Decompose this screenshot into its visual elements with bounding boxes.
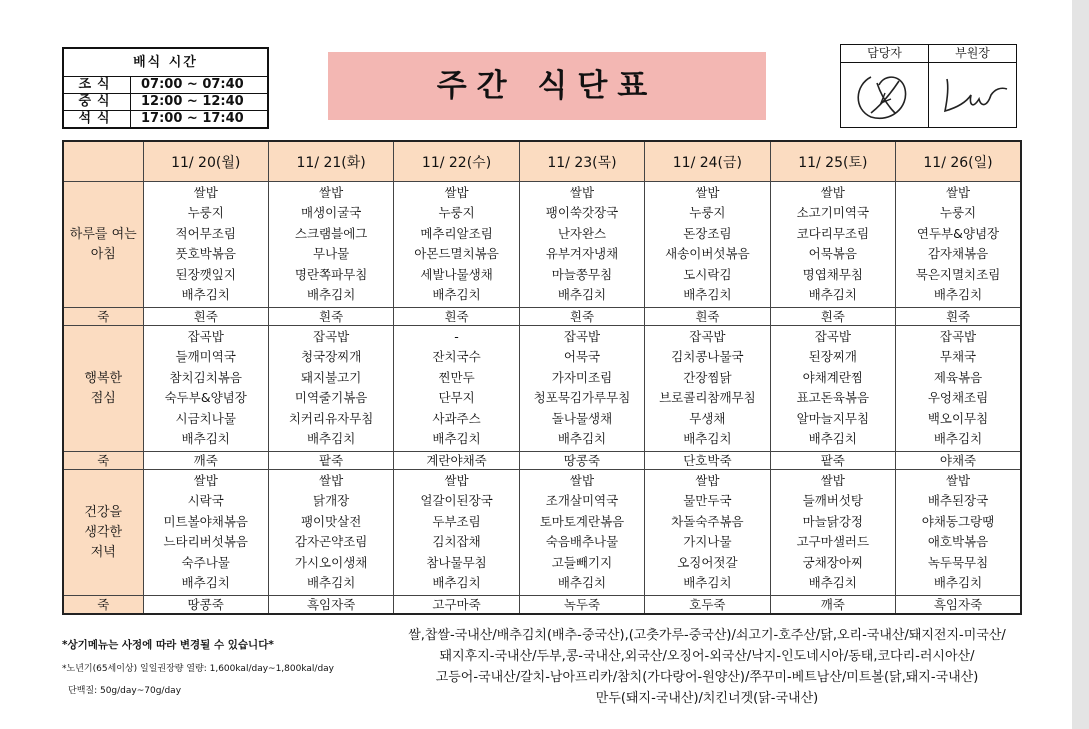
porridge-cell: 단호박죽 (645, 452, 770, 470)
porridge-cell: 땅콩죽 (143, 596, 268, 615)
menu-item: 명엽채무침 (802, 266, 864, 282)
menu-item: 감자곤약조림 (294, 534, 368, 550)
menu-item: 우엉채조림 (927, 390, 989, 406)
menu-item: 마늘쫑무침 (551, 266, 613, 282)
change-notice: *상기메뉴는 사정에 따라 변경될 수 있습니다* (62, 639, 274, 651)
menu-item: 고들빼기지 (551, 554, 613, 570)
menu-item: 백오이무침 (927, 410, 989, 426)
menu-item: 배추김치 (306, 575, 356, 591)
menu-item: 잔치국수 (432, 349, 481, 365)
menu-item: 찐만두 (438, 369, 475, 385)
menu-item: 배추김치 (432, 431, 481, 447)
menu-item: 쌀밥 (193, 185, 218, 200)
menu-cell (268, 326, 393, 452)
menu-item: 미역줄기볶음 (294, 390, 368, 406)
approval-vice-director-label: 부원장 (929, 45, 1016, 63)
menu-item: 간장찜닭 (683, 369, 732, 385)
menu-item: 시락국 (187, 493, 224, 509)
menu-item: 쌀밥 (569, 185, 595, 200)
menu-item: 누룽지 (939, 205, 977, 221)
meal-time-name: 석식 (64, 111, 131, 127)
origin-line: 만두(돼지-국내산)/치킨너겟(닭-국내산) (595, 691, 819, 706)
menu-item: 들깨미역국 (175, 349, 236, 365)
menu-item: 숙음배추나물 (545, 534, 619, 550)
menu-item: 팽이쑥갓장국 (545, 205, 619, 221)
menu-item: 배추김치 (683, 575, 732, 591)
menu-item: 쌀밥 (319, 473, 344, 488)
menu-item: 배추김치 (557, 287, 607, 303)
energy-note: *노년기(65세이상) 일일권장량 열량: 1,600kal/day~1,800kal/day (62, 664, 334, 674)
menu-item: 배추김치 (683, 287, 732, 303)
menu-item: 고구마샐러드 (796, 534, 870, 550)
meal-time-value: 07:00 ~ 07:40 (141, 77, 244, 92)
porridge-cell: 흰죽 (268, 308, 393, 326)
meal-label-line: 점심 (90, 390, 116, 406)
menu-item: 쌀밥 (695, 473, 720, 488)
menu-item: 쌀밥 (820, 185, 845, 200)
menu-item: 사과주스 (432, 410, 481, 426)
menu-cell (519, 182, 644, 308)
menu-cell (143, 470, 268, 596)
menu-cell (770, 182, 895, 308)
menu-item: 새송이버섯볶음 (665, 246, 750, 262)
corner-cell (63, 141, 143, 182)
meal-time-row (64, 93, 267, 110)
menu-cell (268, 470, 393, 596)
menu-item: 잡곡밥 (563, 329, 601, 344)
menu-cell (770, 326, 895, 452)
porridge-cell: 야채죽 (896, 452, 1021, 470)
menu-item: 브로콜리참깨무침 (659, 390, 756, 406)
approval-manager (841, 45, 928, 127)
menu-item: 매생이굴국 (300, 205, 362, 221)
menu-item: 소고기미역국 (796, 205, 870, 221)
menu-item: 단무지 (438, 390, 475, 406)
menu-item: 느타리버섯볶음 (163, 534, 248, 550)
origin-line: 고등어-국내산/갈치-남아프리카/참치(가다랑어-원양산)/쭈꾸미-베트남산/미트볼(닭,돼지-국내산) (435, 670, 979, 685)
menu-item: 누룽지 (438, 205, 475, 221)
menu-item: 무생채 (689, 410, 726, 426)
menu-item: 코다리무조림 (796, 225, 870, 241)
porridge-row (63, 596, 1021, 615)
menu-item: 조개살미역국 (545, 493, 619, 509)
menu-cell (519, 470, 644, 596)
menu-item: 오징어젓갈 (677, 554, 738, 570)
menu-item: 무나물 (313, 246, 350, 262)
porridge-cell: 흰죽 (896, 308, 1021, 326)
menu-cell (645, 182, 770, 308)
meal-time-row (64, 77, 267, 93)
menu-item: 참나물무침 (426, 554, 487, 570)
menu-item: 스크램블에그 (294, 225, 368, 241)
menu-item: 잡곡밥 (689, 329, 726, 344)
menu-item: 배추김치 (181, 287, 230, 303)
menu-item: 야채동그랑땡 (921, 513, 995, 529)
menu-item: 적어무조림 (175, 225, 236, 241)
menu-item: 잡곡밥 (187, 329, 224, 344)
meal-label (63, 470, 143, 596)
menu-item: 어묵볶음 (808, 246, 857, 262)
menu-cell (143, 326, 268, 452)
day-header: 11/ 24(금) (645, 141, 770, 182)
weekly-menu-table (62, 140, 1022, 615)
menu-item: 배추김치 (181, 431, 230, 447)
meal-time-row (64, 110, 267, 127)
menu-item: 청포묵김가루무침 (533, 390, 631, 406)
menu-item: 쌀밥 (444, 473, 469, 488)
porridge-cell: 흰죽 (394, 308, 519, 326)
menu-item: 가시오이생채 (294, 554, 368, 570)
page-title: 주간 식단표 (436, 68, 658, 104)
approval-box (840, 44, 1017, 128)
menu-item: 배추김치 (933, 287, 983, 303)
menu-item: 배추김치 (933, 575, 983, 591)
porridge-cell: 계란야채죽 (394, 452, 519, 470)
menu-cell (645, 326, 770, 452)
menu-item: 김치콩나물국 (671, 349, 744, 365)
porridge-label: 죽 (63, 452, 143, 470)
menu-item: 아몬드멸치볶음 (414, 246, 499, 262)
day-header: 11/ 20(월) (143, 141, 268, 182)
porridge-row (63, 452, 1021, 470)
porridge-cell: 흰죽 (519, 308, 644, 326)
meal-time-value: 17:00 ~ 17:40 (141, 111, 244, 126)
meal-label-line: 하루를 여는 (69, 226, 137, 242)
menu-item: 배추김치 (432, 575, 481, 591)
porridge-cell: 흰죽 (770, 308, 895, 326)
menu-item: 배추김치 (306, 431, 356, 447)
meal-time-name: 중식 (64, 94, 131, 110)
porridge-cell: 팥죽 (268, 452, 393, 470)
menu-item: 가자미조림 (551, 369, 613, 385)
menu-cell (394, 182, 519, 308)
meal-label-line: 저녁 (90, 544, 116, 560)
meal-time-table (62, 47, 269, 129)
menu-item: 돼지불고기 (300, 369, 362, 385)
menu-item: 궁채장아찌 (802, 554, 864, 570)
menu-item: 배추김치 (181, 575, 230, 591)
day-header: 11/ 23(목) (519, 141, 644, 182)
menu-item: 배추김치 (557, 575, 607, 591)
menu-item: 표고돈육볶음 (796, 390, 870, 406)
menu-item: 누룽지 (689, 205, 726, 221)
porridge-cell: 깨죽 (143, 452, 268, 470)
menu-item: 쌀밥 (569, 473, 595, 488)
meal-label-line: 아침 (90, 246, 116, 262)
menu-item: 녹두묵무침 (927, 554, 989, 570)
porridge-cell: 땅콩죽 (519, 452, 644, 470)
menu-item: 차돌숙주볶음 (671, 513, 744, 529)
menu-item: 도시락김 (683, 266, 732, 282)
menu-item: 마늘닭강정 (802, 513, 864, 529)
menu-item: 메추리알조림 (420, 225, 493, 241)
menu-item: 잡곡밥 (814, 329, 851, 344)
meal-time-name: 조식 (64, 77, 131, 93)
menu-item: 잡곡밥 (939, 329, 977, 344)
meal-label (63, 182, 143, 308)
porridge-label: 죽 (63, 308, 143, 326)
porridge-cell: 흑임자죽 (268, 596, 393, 615)
origin-line: 돼지후지-국내산/두부,콩-국내산,외국산/오징어-외국산/낙지-인도네시아/동태,코다리-러시아산/ (439, 649, 975, 664)
menu-item: 명란쪽파무침 (294, 266, 368, 282)
menu-cell (143, 182, 268, 308)
porridge-cell: 흰죽 (143, 308, 268, 326)
menu-item: 쌀밥 (193, 473, 218, 488)
meal-label-line: 건강을 (84, 504, 123, 520)
approval-manager-label: 담당자 (841, 45, 928, 63)
menu-item: 어묵국 (563, 349, 601, 365)
menu-item: 쌀밥 (820, 473, 845, 488)
meal-row (63, 326, 1021, 452)
menu-item: 들깨버섯탕 (802, 493, 864, 509)
meal-label-line: 생각한 (84, 524, 123, 540)
porridge-cell: 흰죽 (645, 308, 770, 326)
menu-item: 미트볼야채볶음 (163, 513, 248, 529)
menu-item: 청국장찌개 (300, 349, 362, 365)
menu-item: 얼갈이된장국 (420, 493, 493, 509)
meal-time-value: 12:00 ~ 12:40 (141, 94, 244, 109)
menu-cell (896, 470, 1021, 596)
porridge-label: 죽 (63, 596, 143, 615)
menu-item: 쌀밥 (695, 185, 720, 200)
meal-label (63, 326, 143, 452)
menu-item: 배추김치 (683, 431, 732, 447)
menu-item: 배추김치 (432, 287, 481, 303)
menu-item: 무채국 (939, 349, 977, 365)
origin-info (378, 625, 1036, 709)
menu-item: 된장찌개 (808, 349, 857, 365)
page-edge-strip (1072, 0, 1089, 729)
menu-item: 돈장조림 (683, 225, 732, 241)
day-header: 11/ 22(수) (394, 141, 519, 182)
menu-cell (519, 326, 644, 452)
menu-cell (770, 470, 895, 596)
porridge-cell: 흑임자죽 (896, 596, 1021, 615)
menu-item: 돌나물생채 (551, 410, 613, 426)
menu-item: 배추김치 (306, 287, 356, 303)
menu-item: 쌀밥 (444, 185, 469, 200)
day-header: 11/ 21(화) (268, 141, 393, 182)
menu-item: - (454, 329, 459, 344)
menu-item: 팽이맛살전 (300, 513, 362, 529)
menu-item: 숙두부&양념장 (164, 390, 247, 406)
menu-item: 연두부&양념장 (916, 225, 1000, 241)
menu-item: 두부조림 (432, 513, 481, 529)
title-banner (328, 52, 766, 120)
menu-item: 숙주나물 (181, 554, 230, 570)
menu-item: 물만두국 (683, 493, 732, 509)
menu-cell (896, 326, 1021, 452)
menu-item: 유부겨자냉채 (545, 246, 619, 262)
menu-item: 누룽지 (187, 205, 224, 221)
menu-item: 배추김치 (808, 431, 857, 447)
meal-row (63, 182, 1021, 308)
menu-item: 배추김치 (808, 287, 857, 303)
day-header-row (63, 141, 1021, 182)
origin-line: 쌀,찹쌀-국내산/배추김치(배추-중국산),(고춧가루-중국산)/쇠고기-호주산/닭,오리-국내산/돼지전지-미국산/ (408, 628, 1006, 643)
porridge-cell: 호두죽 (645, 596, 770, 615)
menu-item: 쌀밥 (945, 473, 971, 488)
menu-item: 야채계란찜 (802, 369, 864, 385)
protein-note: 단백질: 50g/day~70g/day (68, 686, 182, 696)
day-header: 11/ 26(일) (896, 141, 1021, 182)
meal-row (63, 470, 1021, 596)
menu-cell (896, 182, 1021, 308)
menu-item: 쌀밥 (945, 185, 971, 200)
menu-item: 감자채볶음 (927, 246, 989, 262)
menu-item: 배추김치 (557, 431, 607, 447)
meal-time-title: 배식 시간 (64, 49, 267, 77)
vice-director-signature (929, 63, 1016, 129)
porridge-cell: 고구마죽 (394, 596, 519, 615)
manager-signature (841, 63, 928, 129)
menu-item: 배추김치 (933, 431, 983, 447)
menu-item: 쌀밥 (319, 185, 344, 200)
menu-item: 배추김치 (808, 575, 857, 591)
menu-item: 알마늘지무침 (796, 410, 870, 426)
menu-item: 풋호박볶음 (175, 246, 236, 262)
menu-cell (268, 182, 393, 308)
menu-cell (394, 470, 519, 596)
porridge-cell: 깨죽 (770, 596, 895, 615)
menu-item: 난자완스 (557, 225, 607, 241)
menu-item: 참치김치볶음 (169, 369, 242, 385)
menu-item: 시금치나물 (175, 410, 236, 426)
menu-item: 닭개장 (313, 493, 350, 509)
menu-item: 토마토계란볶음 (539, 513, 625, 529)
porridge-cell: 팥죽 (770, 452, 895, 470)
day-header: 11/ 25(토) (770, 141, 895, 182)
porridge-cell: 녹두죽 (519, 596, 644, 615)
menu-item: 세발나물생채 (420, 266, 493, 282)
menu-item: 가지나물 (683, 534, 732, 550)
menu-cell (394, 326, 519, 452)
menu-cell (645, 470, 770, 596)
menu-item: 배추된장국 (927, 493, 989, 509)
meal-label-line: 행복한 (84, 370, 123, 386)
approval-vice-director (928, 45, 1016, 127)
porridge-row (63, 308, 1021, 326)
menu-item: 애호박볶음 (927, 534, 989, 550)
menu-item: 김치잡채 (432, 534, 481, 550)
menu-item: 된장깻잎지 (175, 266, 236, 282)
menu-item: 제육볶음 (933, 369, 983, 385)
menu-item: 치커리유자무침 (288, 410, 374, 426)
menu-item: 잡곡밥 (313, 329, 350, 344)
menu-item: 묵은지멸치조림 (915, 266, 1001, 282)
